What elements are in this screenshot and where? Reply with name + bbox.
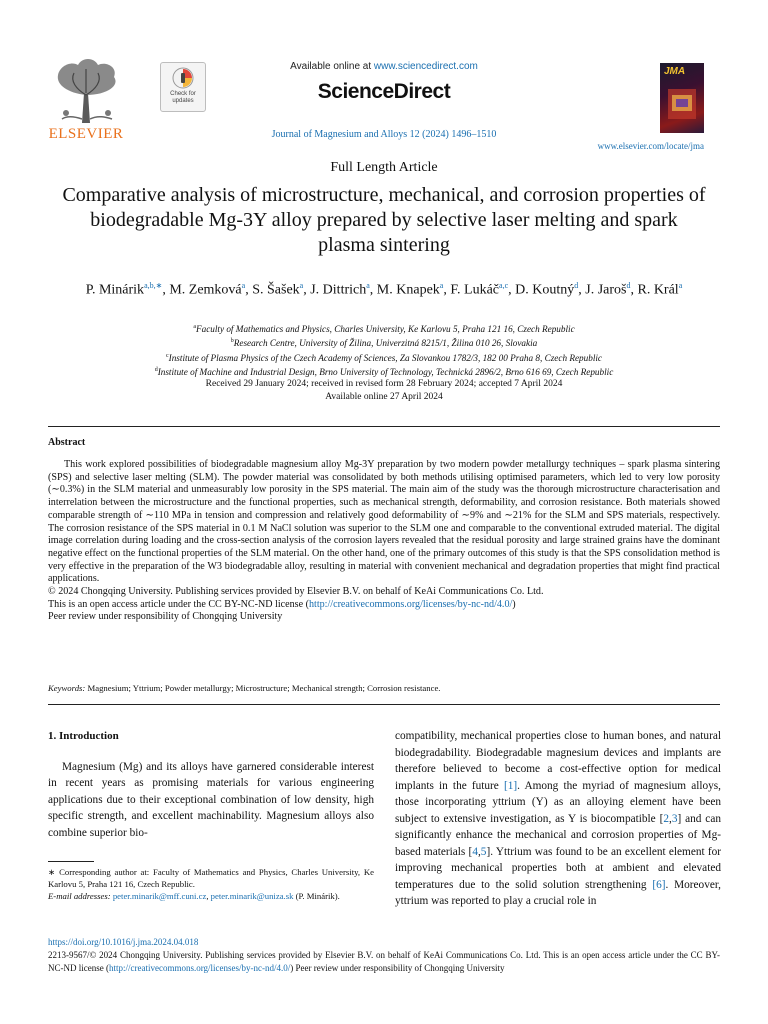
author-affiliation-marker[interactable]: a (366, 281, 370, 290)
email-link-2[interactable]: peter.minarik@uniza.sk (210, 891, 294, 901)
intro-text-segment: compatibility, mechanical properties close to human bones, and natural biodegradability. Biodegradable magnesium devices and implants are therefore believed to become a cost-effective option for medical implants in the future (395, 730, 721, 792)
abstract-text: This work explored possibilities of biodegradable magnesium alloy Mg-3Y preparation by two modern powder metallurgy techniques – spark plasma sintering (SPS) and selective laser melting (SLM). The powder material was consolidated by both methods utilising optimised parameters, which led to very low porosity (∼0.3%) in the SLM material and unmeasurably low porosity in the SPS material. The main aim of the study was the thorough microstructure characterisation and interrelation between the microstructure and the functional properties, such as mechanical strength, deformability, and corrosion resistance. Both materials showed comparable strength of ∼110 MPa in tension and compression and relatively good deformability of ∼9% and ∼21% for the SLM and SPS materials, respectively. The corrosion resistance of the SPS material in 0.1 M NaCl solution was superior to the SLM one and comparable to the conventional extruded material. The digital image correlation during loading and the cross-section analysis of the corrosion layers revealed that the residual porosity and large strained grains have the dominant negative effect on the functional properties of the SLM material. On the other hand, one of the primary outcomes of this study is that the SPS consolidation method is very effective in the preparation of the W3 biodegradable alloy, resulting in material with convenient mechanical and degradation properties that might find practical applications. (48, 459, 720, 585)
check-updates-label: Check for updates (170, 91, 196, 104)
author-list: P. Minárik$^{a,b,∗}$, M. Zemková$^a$, S. Šašek$^a$, J. Dittrich$^a$, M. Knapek$^a$, F. Lukáč$^{a,c}$, D. Koutný$^d$, J. Jaroš$^d$, R. Král$^a$ (85, 281, 683, 298)
intro-text-segment: , (477, 845, 481, 858)
abstract-copyright: © 2024 Chongqing University. Publishing services provided by Elsevier B.V. on behalf of KeAi Communications Co. Ltd. (48, 586, 544, 598)
affiliation (40, 321, 728, 335)
email-link-1[interactable]: peter.minarik@mff.cuni.cz (112, 891, 207, 901)
affiliation-key: d (154, 367, 158, 374)
intro-text-segment: ] and can significantly enhance the mechanical and corrosion properties of Mg-based materials [ (395, 812, 721, 858)
article-title: Comparative analysis of microstructure, mechanical, and corrosion properties of biodegradable Mg-3Y alloy prepared by selective laser melting and spark plasma sintering (62, 184, 706, 256)
affiliation-text: Research Centre, University of Žilina, Univerzitná 8215/1, Žilina 010 26, Slovakia (233, 338, 538, 349)
abstract-body (48, 459, 720, 624)
email-separator: , (206, 891, 209, 901)
affiliation-text: Faculty of Mathematics and Physics, Charles University, Ke Karlovu 5, Praha 121 16, Czech Republic (195, 324, 575, 335)
corresponding-author-note: ∗ Corresponding author at: Faculty of Mathematics and Physics, Charles University, Ke Karlovu 5, Praha 121 16, Czech Republic. (48, 867, 374, 889)
author-name[interactable]: S. Šašek (252, 282, 300, 298)
license-suffix: ) (512, 598, 516, 610)
doi-link[interactable]: https://doi.org/10.1016/j.jma.2024.04.018 (48, 937, 199, 947)
footnote (48, 866, 374, 902)
affiliation-key: b (230, 338, 234, 345)
reference-link[interactable]: 4 (472, 845, 478, 858)
article-dates (0, 378, 768, 404)
intro-text-segment: . Among the myriad of magnesium alloys, those incorporating yttrium (Y) as an alloying element have been subject to extensive investigation, as Y is biocompatible [ (395, 779, 721, 825)
journal-cover-art (666, 85, 698, 125)
footnote-rule (48, 861, 94, 862)
reference-link[interactable]: [1] (503, 779, 518, 792)
abstract-heading: Abstract (48, 437, 86, 448)
footer-license-link[interactable]: http://creativecommons.org/licenses/by-nc-nd/4.0/ (108, 963, 291, 973)
sciencedirect-brand[interactable]: ScienceDirect (317, 80, 451, 103)
abstract-peer-review: Peer review under responsibility of Chongqing University (48, 611, 283, 623)
affiliation (40, 335, 728, 349)
issn-license-line (48, 949, 720, 975)
journal-cover-image[interactable] (660, 63, 704, 133)
page-footer (48, 936, 720, 975)
author-affiliation-marker[interactable]: a (241, 281, 246, 290)
author-affiliation-marker[interactable]: d (626, 281, 631, 290)
affiliation-key: a (193, 324, 196, 330)
divider-top (48, 426, 720, 427)
author-name[interactable]: M. Zemková (169, 282, 242, 298)
available-online-line (0, 61, 768, 72)
journal-cover-title: JMA (664, 66, 686, 77)
author-affiliation-marker[interactable]: a (299, 281, 304, 290)
available-prefix: Available online at (290, 61, 372, 72)
column-left (48, 728, 374, 841)
affiliation-list (40, 321, 728, 378)
affiliation-key: c (165, 352, 169, 359)
reference-link[interactable]: 5 (480, 845, 487, 858)
author-affiliation-marker[interactable]: a (678, 281, 683, 290)
email-addresses (48, 890, 374, 902)
reference-link[interactable]: 2 (663, 812, 669, 825)
author-name[interactable]: P. Minárik (85, 282, 145, 298)
abstract-license (48, 599, 720, 612)
intro-text-segment: , (668, 812, 672, 825)
intro-text-segment: . Moreover, yttrium was reported to play a crucial role in (395, 878, 721, 907)
affiliation (40, 364, 728, 378)
author-affiliation-marker[interactable]: a,b,∗ (144, 281, 163, 290)
page-header (0, 0, 768, 160)
license-prefix: This is an open access article under the CC BY-NC-ND license ( (48, 598, 309, 610)
author-affiliation-marker[interactable]: a,c (499, 281, 509, 290)
keywords-label: Keywords: (48, 683, 86, 693)
intro-text-segment: ]. Yttrium was found to be an excellent element for improving mechanical properties both at ambient and elevated temperatures due to the solid solution strengthening (395, 845, 721, 891)
email-suffix: (P. Minárik). (295, 891, 340, 901)
keywords (48, 683, 720, 693)
footer-tail: ) Peer review under responsibility of Chongqing University (290, 963, 505, 973)
sciencedirect-link[interactable]: www.sciencedirect.com (373, 61, 478, 72)
divider-bottom (48, 704, 720, 705)
affiliation (40, 350, 728, 364)
column-right (395, 728, 721, 910)
author-name[interactable]: J. Jaroš (585, 282, 627, 298)
author-name[interactable]: D. Koutný (515, 282, 575, 298)
journal-citation-link[interactable]: Journal of Magnesium and Alloys 12 (2024) 1496–1510 (271, 129, 497, 140)
affiliation-text: Institute of Plasma Physics of the Czech Academy of Sciences, Za Slovankou 1782/3, 182 00 Praha 8, Czech Republic (168, 352, 603, 363)
affiliation-text: Institute of Machine and Industrial Design, Brno University of Technology, Technická 2896/2, Brno 616 69, Czech Republic (157, 367, 614, 378)
issn-text: 2213-9567/© 2024 Chongqing University. Publishing services provided by Elsevier B.V. on behalf of KeAi Communications Co. Ltd. This is an open access article under the CC BY-NC-ND license ( (48, 950, 720, 973)
reference-link[interactable]: 3 (671, 812, 678, 825)
article-type: Full Length Article (330, 160, 438, 175)
email-label: E-mail addresses: (48, 891, 111, 901)
intro-paragraph-left: Magnesium (Mg) and its alloys have garnered considerable interest in recent years as promising materials for various engineering applications due to their exceptional combination of low density, high specific strength, and excellent machinability. Magnesium alloys also combine superior bio- (48, 760, 374, 839)
intro-paragraph-right (395, 728, 721, 910)
keywords-text: Magnesium; Yttrium; Powder metallurgy; Microstructure; Mechanical strength; Corrosion resistance. (87, 683, 441, 693)
elsevier-wordmark[interactable]: ELSEVIER (48, 126, 124, 142)
available-online-date: Available online 27 April 2024 (325, 392, 443, 402)
license-link[interactable]: http://creativecommons.org/licenses/by-nc-nd/4.0/ (308, 598, 513, 610)
author-name[interactable]: J. Dittrich (310, 282, 367, 298)
author-name[interactable]: F. Lukáč (450, 282, 500, 298)
author-name[interactable]: R. Král (637, 282, 679, 298)
section-heading-introduction: 1. Introduction (48, 730, 119, 742)
reference-link[interactable]: [6] (652, 878, 666, 891)
author-affiliation-marker[interactable]: a (439, 281, 444, 290)
received-dates: Received 29 January 2024; received in revised form 28 February 2024; accepted 7 April 2024 (205, 379, 563, 389)
journal-homepage-link[interactable]: www.elsevier.com/locate/jma (597, 141, 704, 151)
author-name[interactable]: M. Knapek (376, 282, 440, 298)
author-affiliation-marker[interactable]: d (574, 281, 579, 290)
